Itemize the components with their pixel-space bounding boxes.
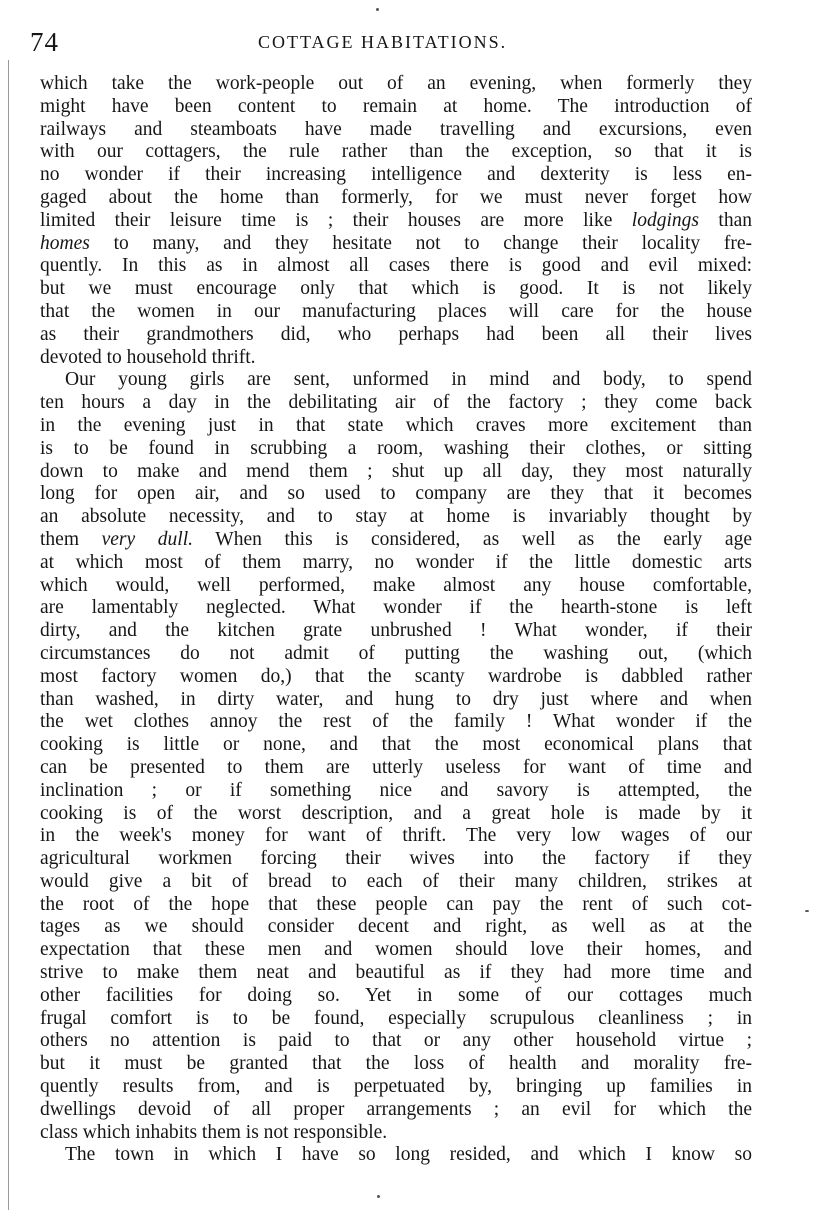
- print-speck: [376, 8, 379, 11]
- text-line: [40, 666, 752, 689]
- text-run: at which most of them marry, no wonder if the little domestic arts: [40, 551, 752, 573]
- page-number: 74: [30, 27, 59, 57]
- text-line: [40, 347, 752, 370]
- text-line: [40, 415, 752, 438]
- text-run: expectation that these men and women should love their homes, and: [40, 939, 752, 961]
- text-line: [40, 689, 752, 712]
- text-run: in the week's money for want of thrift. The very low wages of our: [40, 825, 752, 847]
- text-run: quently results from, and is perpetuated by, bringing up families in: [40, 1076, 752, 1098]
- text-run: that the women in our manufacturing places will care for the house: [40, 300, 752, 322]
- text-run: strive to make them neat and beautiful as if they had more time and: [40, 962, 752, 984]
- text-line: [40, 734, 752, 757]
- text-run: are lamentably neglected. What wonder if the hearth-stone is left: [40, 597, 752, 619]
- text-line: [40, 894, 752, 917]
- text-run: homes: [40, 232, 90, 254]
- text-run: inclination ; or if something nice and savory is attempted, the: [40, 779, 752, 801]
- text-run: agricultural workmen forcing their wives into the factory if they: [40, 848, 752, 870]
- text-run: long for open air, and so used to company are they that it becomes: [40, 483, 752, 505]
- text-line: [40, 985, 752, 1008]
- text-line: [40, 643, 752, 666]
- text-line: [40, 780, 752, 803]
- text-line: [40, 1076, 752, 1099]
- text-run: down to make and mend them ; shut up all day, they most naturally: [40, 460, 752, 482]
- text-run: dwellings devoid of all proper arrangements ; an evil for which the: [40, 1098, 752, 1120]
- text-line: [40, 73, 752, 96]
- paragraph: [40, 73, 752, 369]
- text-line: [40, 1053, 752, 1076]
- text-run: but we must encourage only that which is good. It is not likely: [40, 278, 752, 300]
- text-line: [40, 1030, 752, 1053]
- text-run: limited their leisure time is ; their houses are more like: [40, 209, 632, 231]
- text-run: cooking is little or none, and that the most economical plans that: [40, 734, 752, 756]
- text-line: [40, 597, 752, 620]
- text-line: [40, 438, 752, 461]
- body-text: [40, 73, 752, 1167]
- text-line: [40, 939, 752, 962]
- text-line: [40, 552, 752, 575]
- text-line: [40, 825, 752, 848]
- page-edge-rule: [8, 60, 9, 1210]
- text-line: [40, 803, 752, 826]
- text-run: which take the work-people out of an evening, when formerly they: [40, 73, 752, 94]
- text-run: the root of the hope that these people can pay the rent of such cot-: [40, 893, 752, 915]
- text-line: [40, 620, 752, 643]
- text-run: might have been content to remain at home. The introduction of: [40, 95, 752, 117]
- text-run: cooking is of the worst description, and a great hole is made by it: [40, 802, 752, 824]
- text-run: is to be found in scrubbing a room, washing their clothes, or sitting: [40, 437, 752, 459]
- text-line: [40, 529, 752, 552]
- text-run: The town in which I have so long resided, and which I know so: [65, 1144, 752, 1166]
- text-line: [40, 255, 752, 278]
- text-line: [40, 461, 752, 484]
- text-run: When this is considered, as well as the early age: [193, 528, 752, 550]
- text-run: circumstances do not admit of putting the washing out, (which: [40, 642, 752, 664]
- text-run: dirty, and the kitchen grate unbrushed ! What wonder, if their: [40, 620, 752, 642]
- text-run: ten hours a day in the debilitating air of the factory ; they come back: [40, 392, 752, 414]
- text-line: [40, 871, 752, 894]
- print-speck: [377, 1195, 380, 1198]
- text-run: them: [40, 528, 102, 550]
- text-run: can be presented to them are utterly useless for want of time and: [40, 756, 752, 778]
- text-run: but it must be granted that the loss of health and morality fre-: [40, 1053, 752, 1075]
- text-run: which would, well performed, make almost any house comfortable,: [40, 574, 752, 596]
- text-run: an absolute necessity, and to stay at home is invariably thought by: [40, 506, 752, 528]
- text-line: [40, 575, 752, 598]
- text-line: [40, 848, 752, 871]
- text-line: [40, 1008, 752, 1031]
- text-run: most factory women do,) that the scanty wardrobe is dabbled rather: [40, 665, 752, 687]
- text-run: class which inhabits them is not responsible.: [40, 1121, 388, 1143]
- text-run: railways and steamboats have made travelling and excursions, even: [40, 118, 752, 140]
- text-run: tages as we should consider decent and right, as well as at the: [40, 916, 752, 938]
- text-line: [40, 187, 752, 210]
- paragraph: [40, 369, 752, 1144]
- text-run: as their grandmothers did, who perhaps had been all their lives: [40, 323, 752, 345]
- text-line: [40, 119, 752, 142]
- text-line: [40, 392, 752, 415]
- page-header: [30, 26, 770, 58]
- text-line: [40, 369, 752, 392]
- text-run: very dull.: [101, 528, 194, 550]
- text-line: [40, 757, 752, 780]
- text-run: frugal comfort is to be found, especially scrupulous cleanliness ; in: [40, 1007, 752, 1029]
- text-line: [40, 164, 752, 187]
- text-line: [40, 141, 752, 164]
- text-line: [40, 233, 752, 256]
- text-run: devoted to household thrift.: [40, 346, 256, 368]
- text-line: [40, 210, 752, 233]
- text-line: [40, 711, 752, 734]
- text-run: than: [698, 209, 752, 231]
- print-speck: [805, 910, 809, 912]
- text-run: lodgings: [631, 209, 699, 231]
- text-line: [40, 506, 752, 529]
- running-head: COTTAGE HABITATIONS.: [258, 32, 508, 52]
- text-line: [40, 1099, 752, 1122]
- paragraph: [40, 1144, 752, 1167]
- text-run: no wonder if their increasing intelligence and dexterity is less en-: [40, 164, 752, 186]
- text-line: [40, 301, 752, 324]
- text-run: than washed, in dirty water, and hung to dry just where and when: [40, 688, 752, 710]
- text-run: gaged about the home than formerly, for we must never forget how: [40, 186, 752, 208]
- text-run: others no attention is paid to that or any other household virtue ;: [40, 1030, 752, 1052]
- text-line: [40, 324, 752, 347]
- text-line: [40, 1144, 752, 1167]
- text-run: would give a bit of bread to each of their many children, strikes at: [40, 870, 752, 892]
- text-run: to many, and they hesitate not to change their locality fre-: [89, 232, 752, 254]
- text-line: [40, 962, 752, 985]
- text-run: other facilities for doing so. Yet in some of our cottages much: [40, 984, 752, 1006]
- text-run: with our cottagers, the rule rather than the exception, so that it is: [40, 141, 752, 163]
- text-line: [40, 483, 752, 506]
- text-line: [40, 278, 752, 301]
- text-run: in the evening just in that state which craves more excitement than: [40, 414, 752, 436]
- text-line: [40, 1122, 752, 1145]
- text-line: [40, 96, 752, 119]
- text-run: Our young girls are sent, unformed in mind and body, to spend: [65, 369, 752, 391]
- text-run: the wet clothes annoy the rest of the family ! What wonder if the: [40, 711, 752, 733]
- text-run: quently. In this as in almost all cases there is good and evil mixed:: [40, 255, 752, 277]
- text-line: [40, 916, 752, 939]
